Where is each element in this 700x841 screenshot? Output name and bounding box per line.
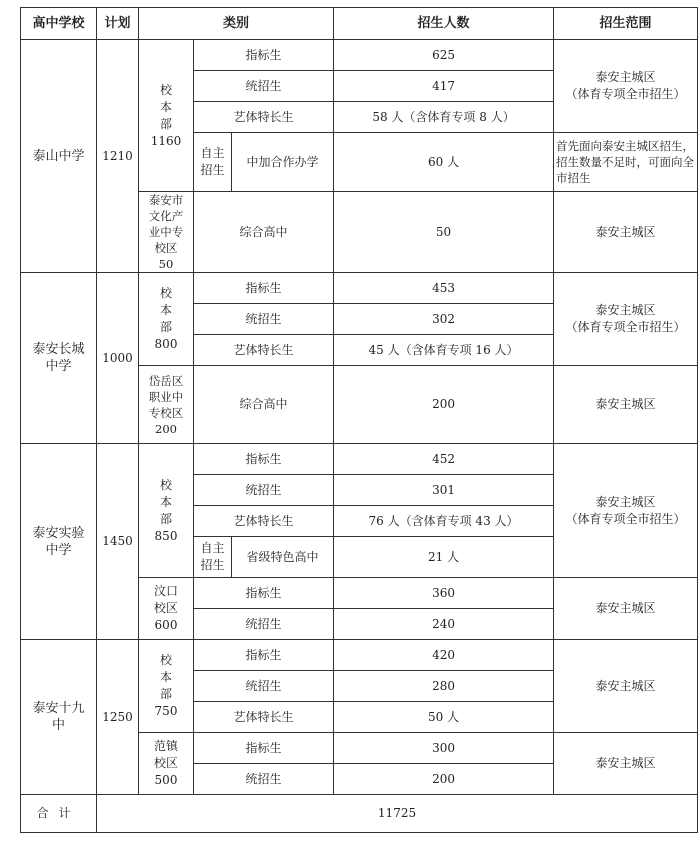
enroll-scope: 泰安主城区 （体育专项全市招生） bbox=[554, 273, 698, 366]
table-row bbox=[21, 444, 698, 475]
category-type: 艺体特长生 bbox=[194, 102, 334, 133]
school-name: 泰安十九 中 bbox=[21, 640, 97, 795]
table-row bbox=[21, 640, 698, 671]
category-type: 省级特色高中 bbox=[232, 537, 334, 578]
category-type: 指标生 bbox=[194, 40, 334, 71]
category-type: 统招生 bbox=[194, 71, 334, 102]
campus-name: 汶口 校区 600 bbox=[139, 578, 194, 640]
category-type: 指标生 bbox=[194, 733, 334, 764]
enroll-count: 453 bbox=[334, 273, 554, 304]
enroll-count: 452 bbox=[334, 444, 554, 475]
enroll-scope: 泰安主城区 （体育专项全市招生） bbox=[554, 40, 698, 133]
enroll-scope: 泰安主城区 bbox=[554, 192, 698, 273]
header-enroll: 招生人数 bbox=[334, 8, 554, 40]
school-plan: 1210 bbox=[97, 40, 139, 273]
enroll-count: 420 bbox=[334, 640, 554, 671]
enroll-scope: 泰安主城区 bbox=[554, 578, 698, 640]
school-name: 泰安长城 中学 bbox=[21, 273, 97, 444]
campus-name: 校 本 部 1160 bbox=[139, 40, 194, 192]
category-type: 综合高中 bbox=[194, 366, 334, 444]
enroll-count: 60 人 bbox=[334, 133, 554, 192]
campus-name: 岱岳区 职业中 专校区 200 bbox=[139, 366, 194, 444]
header-category: 类别 bbox=[139, 8, 334, 40]
school-plan: 1450 bbox=[97, 444, 139, 640]
enroll-count: 50 人 bbox=[334, 702, 554, 733]
category-group: 自主 招生 bbox=[194, 133, 232, 192]
table-row bbox=[21, 40, 698, 71]
enroll-count: 280 bbox=[334, 671, 554, 702]
header-school: 高中学校 bbox=[21, 8, 97, 40]
total-row bbox=[21, 795, 698, 833]
enroll-scope: 首先面向泰安主城区招生，招生数量不足时，可面向全市招生 bbox=[554, 133, 698, 192]
category-type: 艺体特长生 bbox=[194, 702, 334, 733]
category-type: 综合高中 bbox=[194, 192, 334, 273]
category-type: 指标生 bbox=[194, 640, 334, 671]
category-type: 统招生 bbox=[194, 764, 334, 795]
school-plan: 1000 bbox=[97, 273, 139, 444]
category-type: 中加合作办学 bbox=[232, 133, 334, 192]
enroll-count: 301 bbox=[334, 475, 554, 506]
category-type: 艺体特长生 bbox=[194, 506, 334, 537]
school-name: 泰安实验 中学 bbox=[21, 444, 97, 640]
category-group: 自主 招生 bbox=[194, 537, 232, 578]
school-name: 泰山中学 bbox=[21, 40, 97, 273]
campus-name: 校 本 部 800 bbox=[139, 273, 194, 366]
enroll-scope: 泰安主城区 bbox=[554, 733, 698, 795]
enroll-count: 76 人（含体育专项 43 人） bbox=[334, 506, 554, 537]
enroll-count: 200 bbox=[334, 764, 554, 795]
enroll-scope: 泰安主城区 bbox=[554, 366, 698, 444]
category-type: 指标生 bbox=[194, 444, 334, 475]
enroll-count: 625 bbox=[334, 40, 554, 71]
category-type: 艺体特长生 bbox=[194, 335, 334, 366]
enrollment-table bbox=[20, 7, 698, 833]
enroll-count: 200 bbox=[334, 366, 554, 444]
category-type: 统招生 bbox=[194, 304, 334, 335]
enroll-scope: 泰安主城区 （体育专项全市招生） bbox=[554, 444, 698, 578]
enroll-count: 58 人（含体育专项 8 人） bbox=[334, 102, 554, 133]
total-value: 11725 bbox=[97, 795, 698, 833]
category-type: 统招生 bbox=[194, 671, 334, 702]
enroll-count: 302 bbox=[334, 304, 554, 335]
enroll-scope: 泰安主城区 bbox=[554, 640, 698, 733]
category-type: 指标生 bbox=[194, 578, 334, 609]
enroll-count: 300 bbox=[334, 733, 554, 764]
campus-name: 校 本 部 850 bbox=[139, 444, 194, 578]
header-row bbox=[21, 8, 698, 40]
total-label: 合计 bbox=[21, 795, 97, 833]
enroll-count: 50 bbox=[334, 192, 554, 273]
school-plan: 1250 bbox=[97, 640, 139, 795]
header-scope: 招生范围 bbox=[554, 8, 698, 40]
header-plan: 计划 bbox=[97, 8, 139, 40]
enroll-count: 240 bbox=[334, 609, 554, 640]
enroll-count: 45 人（含体育专项 16 人） bbox=[334, 335, 554, 366]
category-type: 统招生 bbox=[194, 475, 334, 506]
table-row bbox=[21, 273, 698, 304]
campus-name: 范镇 校区 500 bbox=[139, 733, 194, 795]
campus-name: 泰安市 文化产 业中专 校区 50 bbox=[139, 192, 194, 273]
category-type: 指标生 bbox=[194, 273, 334, 304]
enroll-count: 417 bbox=[334, 71, 554, 102]
enroll-count: 21 人 bbox=[334, 537, 554, 578]
campus-name: 校 本 部 750 bbox=[139, 640, 194, 733]
enroll-count: 360 bbox=[334, 578, 554, 609]
category-type: 统招生 bbox=[194, 609, 334, 640]
